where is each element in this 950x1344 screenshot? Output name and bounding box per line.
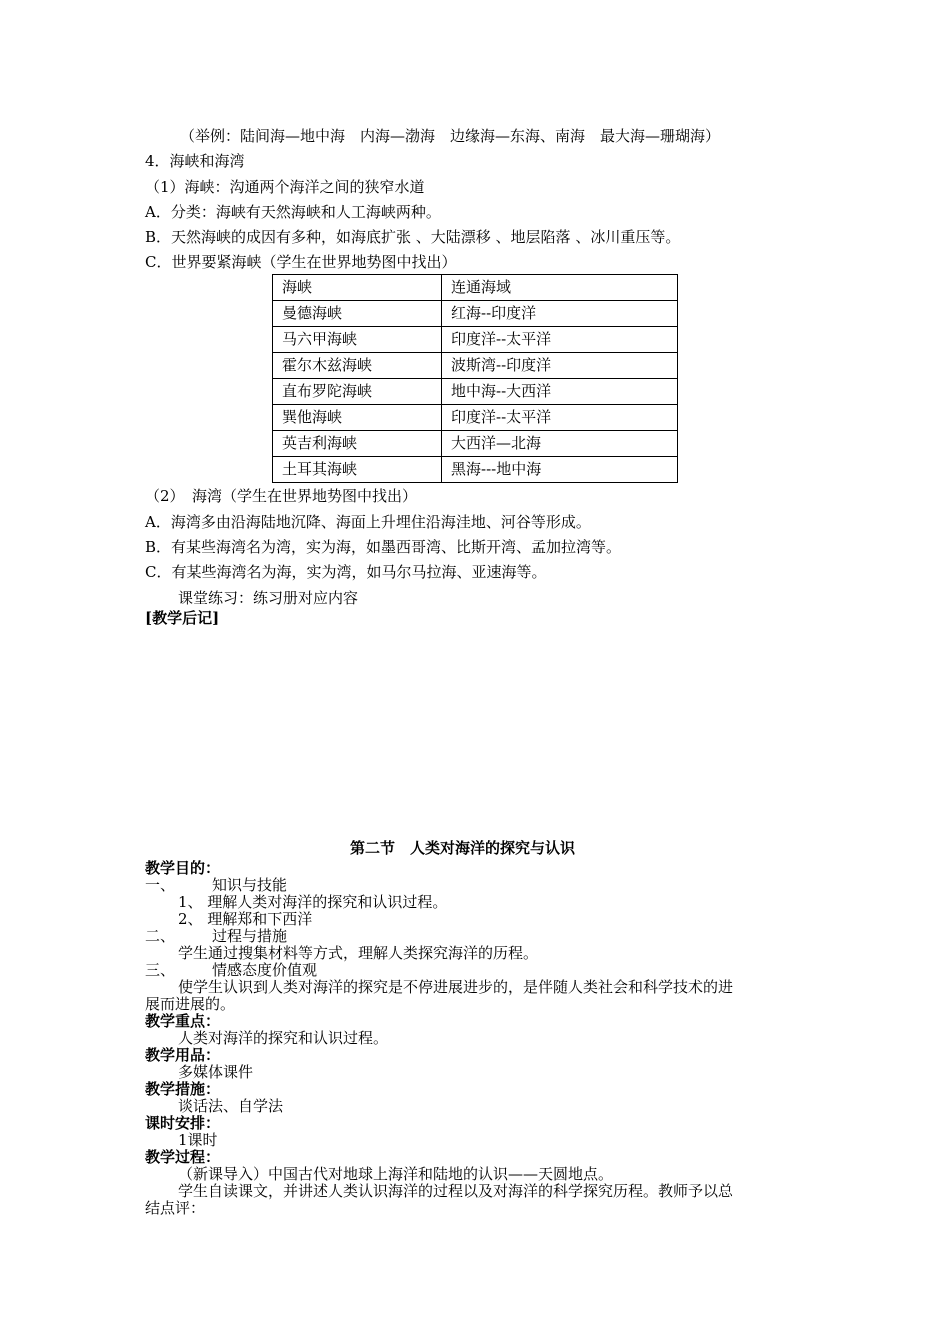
goal1-item2: 2、 理解郑和下西洋 <box>178 910 313 928</box>
table-row <box>273 405 678 431</box>
schedule-label: 课时安排： <box>145 1114 221 1132</box>
table-cell: 马六甲海峡 <box>273 327 442 353</box>
example-line: （举例：陆间海—地中海 内海—渤海 边缘海—东海、南海 最大海—珊瑚海） <box>180 127 721 145</box>
bay-definition: （2） 海湾（学生在世界地势图中找出） <box>145 487 418 505</box>
section-title: 第二节 人类对海洋的探究与认识 <box>350 839 576 857</box>
class-practice: 课堂练习：练习册对应内容 <box>178 589 359 607</box>
table-row <box>273 327 678 353</box>
bay-item-c: C．有某些海湾名为海，实为湾，如马尔马拉海、亚速海等。 <box>145 563 547 581</box>
teaching-methods-label: 教学措施： <box>145 1080 221 1098</box>
goal2-title: 过程与措施 <box>212 927 288 945</box>
heading-straits-bays: 4．海峡和海湾 <box>145 152 245 170</box>
goal3-text-line1: 使学生认识到人类对海洋的探究是不停进展进步的，是伴随人类社会和科学技术的进 <box>178 978 734 996</box>
teaching-tools-text: 多媒体课件 <box>178 1063 254 1081</box>
table-cell: 波斯湾--印度洋 <box>442 353 678 379</box>
goal3-text-line2: 展而进展的。 <box>145 995 236 1013</box>
table-cell: 霍尔木兹海峡 <box>273 353 442 379</box>
table-cell: 印度洋--太平洋 <box>442 327 678 353</box>
teaching-process-label: 教学过程： <box>145 1148 221 1166</box>
strait-item-b: B．天然海峡的成因有多种，如海底扩张 、大陆漂移 、地层陷落 、冰川重压等。 <box>145 228 681 246</box>
goal1-number: 一、 <box>145 876 176 894</box>
goal3-number: 三、 <box>145 961 176 979</box>
table-row <box>273 301 678 327</box>
table-cell: 红海--印度洋 <box>442 301 678 327</box>
teaching-postscript-label: [教学后记] <box>145 609 220 627</box>
goal2-number: 二、 <box>145 927 176 945</box>
goal1-title: 知识与技能 <box>212 876 288 894</box>
teaching-focus-text: 人类对海洋的探究和认识过程。 <box>178 1029 389 1047</box>
table-cell: 直布罗陀海峡 <box>273 379 442 405</box>
table-row <box>273 457 678 483</box>
schedule-text: 1课时 <box>178 1131 218 1149</box>
table-cell: 黑海---地中海 <box>442 457 678 483</box>
table-cell: 地中海--大西洋 <box>442 379 678 405</box>
table-cell: 大西洋—北海 <box>442 431 678 457</box>
goal2-text: 学生通过搜集材料等方式，理解人类探究海洋的历程。 <box>178 944 539 962</box>
bay-item-a: A．海湾多由沿海陆地沉降、海面上升埋住沿海洼地、河谷等形成。 <box>145 513 591 531</box>
table-cell: 英吉利海峡 <box>273 431 442 457</box>
strait-definition: （1）海峡：沟通两个海洋之间的狭窄水道 <box>145 178 425 196</box>
teaching-methods-text: 谈话法、自学法 <box>178 1097 284 1115</box>
goal1-item1: 1、 理解人类对海洋的探究和认识过程。 <box>178 893 448 911</box>
teaching-tools-label: 教学用品： <box>145 1046 221 1064</box>
table-cell: 曼德海峡 <box>273 301 442 327</box>
strait-table <box>272 274 678 483</box>
table-cell: 土耳其海峡 <box>273 457 442 483</box>
process-line2: 学生自读课文，并讲述人类认识海洋的过程以及对海洋的科学探究历程。教师予以总 <box>178 1182 734 1200</box>
bay-item-b: B．有某些海湾名为湾，实为海，如墨西哥湾、比斯开湾、孟加拉湾等。 <box>145 538 622 556</box>
strait-item-c: C．世界要紧海峡（学生在世界地势图中找出） <box>145 253 457 271</box>
table-cell: 印度洋--太平洋 <box>442 405 678 431</box>
process-line1: （新课导入）中国古代对地球上海洋和陆地的认识——天圆地点。 <box>178 1165 614 1183</box>
table-header-cell: 海峡 <box>273 275 442 301</box>
teaching-goal-label: 教学目的： <box>145 859 221 877</box>
table-cell: 巽他海峡 <box>273 405 442 431</box>
table-row <box>273 353 678 379</box>
table-header-row <box>273 275 678 301</box>
process-line3: 结点评： <box>145 1199 206 1217</box>
strait-item-a: A．分类：海峡有天然海峡和人工海峡两种。 <box>145 203 441 221</box>
table-row <box>273 379 678 405</box>
table-row <box>273 431 678 457</box>
table-header-cell: 连通海域 <box>442 275 678 301</box>
teaching-focus-label: 教学重点： <box>145 1012 221 1030</box>
goal3-title: 情感态度价值观 <box>212 961 318 979</box>
